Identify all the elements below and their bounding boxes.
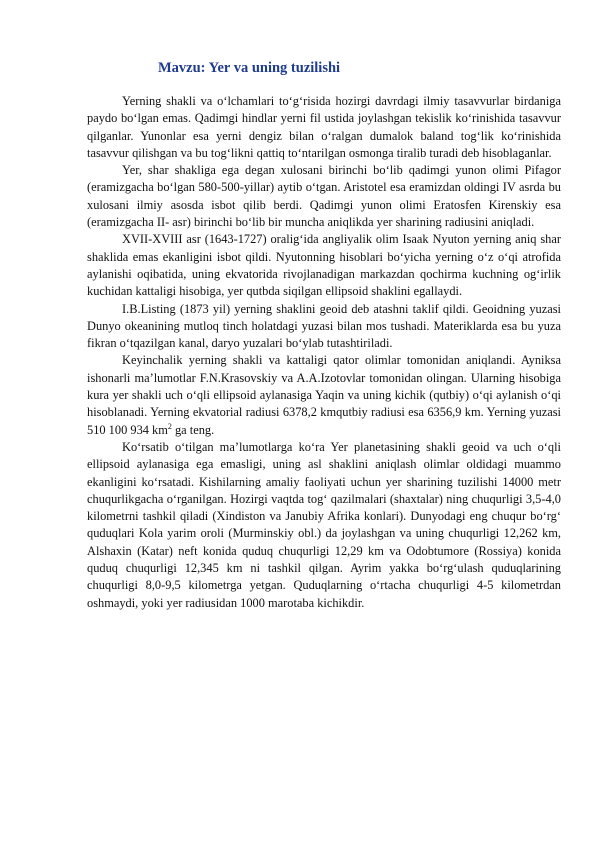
paragraph: Yer, shar shakliga ega degan xulosani birinchi bo‘lib qadimgi yunon olimi Pifagor (eramizgacha bo‘lgan 580-500-yillar) aytib o‘tgan. Aristotel esa eramizdan oldingi IV asrda bu xulosani ilmiy asosda isbot qilib berdi. Qadimgi yunon olimi Eratosfen Kirenskiy esa (eramizgacha II- asr) birinchi bo‘lib bir muncha aniqlikda yer sharining radiusini aniqladi.	[87, 163, 561, 230]
page-title: Mavzu: Yer va uning tuzilishi	[158, 60, 341, 76]
paragraph: Ko‘rsatib o‘tilgan ma’lumotlarga ko‘ra Yer planetasining shakli geoid va uch o‘qli ellipsoid aylanasiga ega emasligi, uning asl shaklini aniqlash olimlar oldidagi muammo ekanligini ko‘rsatadi. Kishilarning amaliy faoliyati uchun yer sharining tuzilishi 14000 metr chuqurlikgacha o‘rganilgan. Hozirgi vaqtda tog‘ qazilmalari (shaxtalar) ning chuqurligi 3,5-4,0 kilometrni tashkil qiladi (Xindiston va Janubiy Afrika konlari). Dunyodagi eng chuqur bo‘rg‘ quduqlari Kola yarim oroli (Murminskiy obl.) da joylashgan va uning chuqurligi 12,262 km, Alshaxin (Katar) neft konida quduq chuqurligi 12,29 km va Odobtumore (Rossiya) konida quduq chuqurligi 12,345 km ni tashkil qilgan. Ayrim yakka bo‘rg‘ulash quduqlarining chuqurligi 8,0-9,5 kilometrga yetgan. Quduqlarning o‘rtacha chuqurligi 4-5 kilometrdan oshmaydi, yoki yer radiusidan 1000 marotaba kichikdir.	[87, 439, 561, 610]
document-body	[87, 93, 561, 612]
superscript: 2	[167, 421, 172, 431]
paragraph-text: ga teng.	[171, 422, 215, 437]
paragraph: I.B.Listing (1873 yil) yerning shaklini geoid deb atashni taklif qildi. Geoidning yuzasi Dunyo okeanining mutloq tinch holatdagi yuzasi bilan mos tushadi. Materiklarda esa bu yuza fikran o‘tqazilgan kanal, daryo yuzalari bo‘ylab tutashtiriladi.	[87, 301, 561, 351]
paragraph: Yerning shakli va o‘lchamlari to‘g‘risida hozirgi davrdagi ilmiy tasavvurlar birdaniga paydo bo‘lgan emas. Qadimgi hindlar yerni fil ustida joylashgan tekislik ko‘rinishida tasavvur qilganlar. Yunonlar esa yerni dengiz bilan o‘ralgan dumalok baland tog‘lik ko‘rinishida tasavvur qilishgan va bu tog‘likni qattiq to‘ntarilgan osmonga tiralib turadi deb hisoblaganlar.	[87, 94, 561, 160]
paragraph: XVII-XVIII asr (1643-1727) oralig‘ida angliyalik olim Isaak Nyuton yerning aniq shar shaklida emas ekanligini isbot qildi. Nyutonning hisoblari bo‘yicha yerning o‘z o‘qi atrofida aylanishi oqibatida, uning ekvatorida rivojlanadigan markazdan qochirma kuchning og‘irlik kuchidan kattaligi hisobiga, yer qutbda siqilgan ellipsoid shaklini egallaydi.	[87, 232, 561, 299]
paragraph-text: Keyinchalik yerning shakli va kattaligi qator olimlar tomonidan aniqlandi. Ayniksa ishonarli ma’lumotlar F.N.Krasovskiy va A.A.Izotovlar tomonidan olingan. Ularning hisobiga kura yer shakli uch o‘qli ellipsoid aylanasiga Yaqin va uning kichik (qutbiy) o‘qi aylanish o‘qi hisoblanadi. Yerning ekvatorial radiusi 6378,2 kmqutbiy radiusi esa 6356,9 km. Yerning yuzasi 510 100 934 km	[87, 353, 561, 437]
paragraph	[87, 352, 561, 438]
